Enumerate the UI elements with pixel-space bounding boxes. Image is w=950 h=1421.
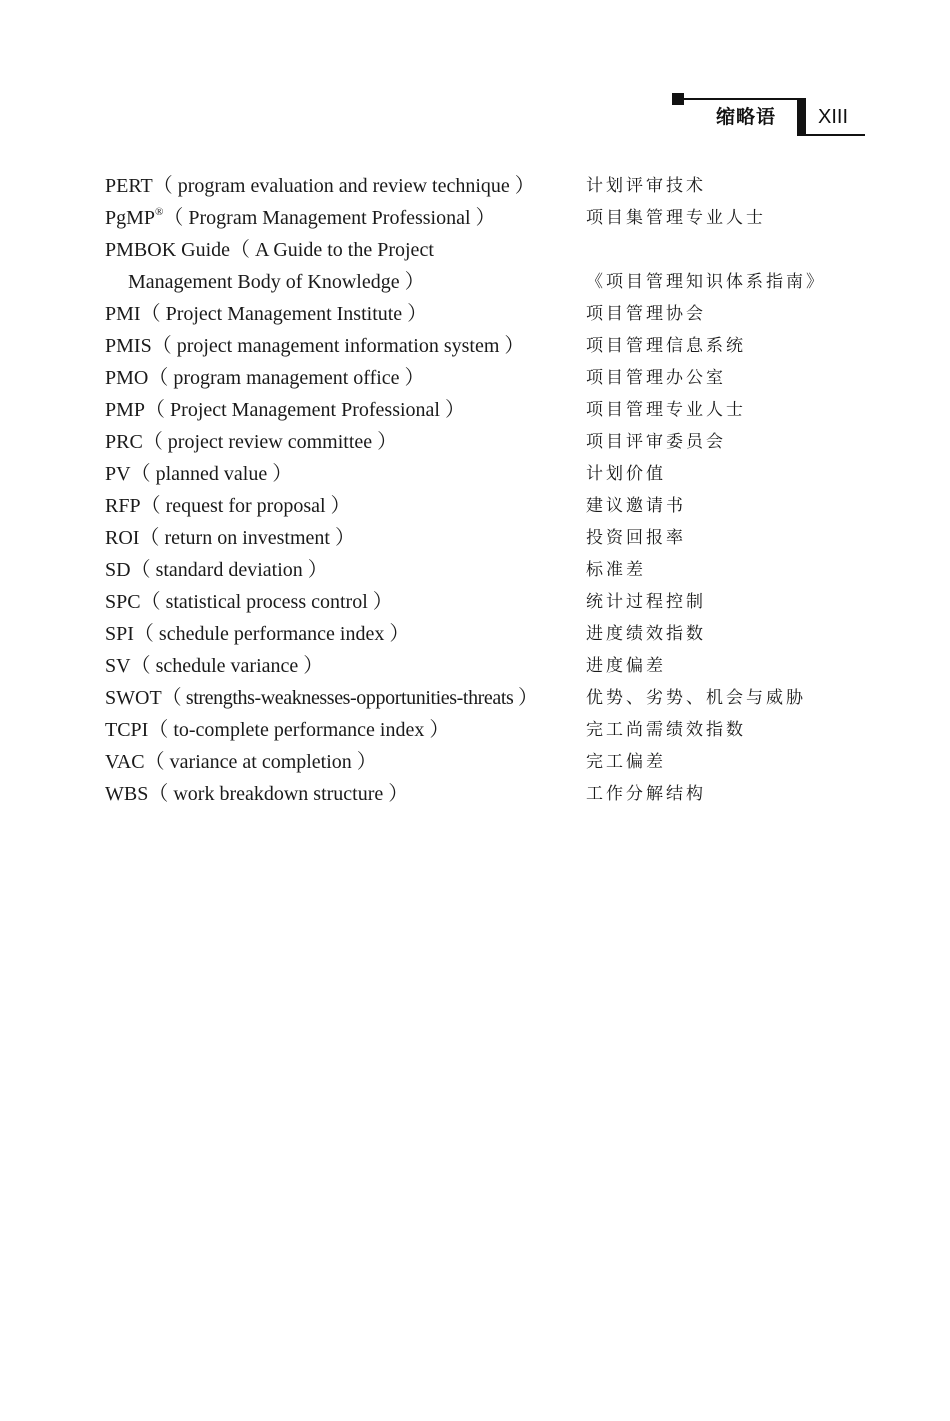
english-term (105, 778, 580, 810)
section-title: 缩略语 (716, 106, 777, 128)
chinese-term: 《项目管理知识体系指南》 (586, 272, 826, 292)
abbreviation-entry (0, 426, 950, 458)
abbreviation-entry (0, 362, 950, 394)
english-term (105, 202, 580, 234)
expansion: （ schedule performance index ） (133, 623, 410, 645)
abbreviation-entry (0, 554, 950, 586)
expansion: （ standard deviation ） (130, 559, 328, 581)
expansion: （ to-complete performance index ） (148, 719, 450, 741)
english-term (105, 170, 580, 202)
abbreviation-entry (0, 618, 950, 650)
expansion: （ return on investment ） (139, 527, 355, 549)
english-term (105, 746, 580, 778)
chinese-term: 项目集管理专业人士 (586, 208, 766, 228)
expansion: （ Project Management Professional ） (145, 399, 465, 421)
english-term (105, 458, 580, 490)
page-number: XIII (818, 106, 849, 128)
abbreviation: PERT (105, 175, 153, 197)
english-term (105, 426, 580, 458)
abbreviation: PRC (105, 431, 143, 453)
expansion: （ Project Management Institute ） (140, 303, 428, 325)
abbreviation: PMP (105, 399, 146, 421)
abbreviation-entry (0, 522, 950, 554)
english-term (105, 490, 580, 522)
chinese-term: 标准差 (586, 560, 646, 580)
chinese-term: 进度绩效指数 (586, 624, 706, 644)
abbreviation: PMIS (105, 335, 152, 357)
english-term (105, 522, 580, 554)
chinese-term: 项目管理专业人士 (586, 400, 746, 420)
english-term (105, 394, 580, 426)
abbreviation-entry (0, 330, 950, 362)
expansion: （ project management information system ） (151, 335, 525, 357)
english-term (105, 618, 580, 650)
english-term (105, 362, 580, 394)
abbreviation: RFP (105, 495, 141, 517)
abbreviation: TCPI (105, 719, 149, 741)
expansion: （ statistical process control ） (140, 591, 393, 613)
english-term (105, 650, 580, 682)
english-term (105, 586, 580, 618)
abbreviation-entry (0, 394, 950, 426)
expansion: （ schedule variance ） (130, 655, 324, 677)
chinese-term: 建议邀请书 (586, 496, 686, 516)
abbreviation: PMBOK Guide (105, 239, 231, 261)
abbreviation-entry (0, 778, 950, 810)
expansion: （ project review committee ） (142, 431, 398, 453)
english-term (105, 714, 580, 746)
abbreviation-entry (0, 714, 950, 746)
chinese-term: 进度偏差 (586, 656, 666, 676)
abbreviation: PMI (105, 303, 141, 325)
chinese-term: 工作分解结构 (586, 784, 706, 804)
header-rule-top (684, 98, 802, 100)
english-term (105, 330, 580, 362)
abbreviation-entry (0, 170, 950, 202)
chinese-term: 完工尚需绩效指数 (586, 720, 746, 740)
abbreviation: SPC (105, 591, 141, 613)
abbreviation-entry (0, 234, 950, 298)
chinese-term: 项目管理协会 (586, 304, 706, 324)
chinese-term: 统计过程控制 (586, 592, 706, 612)
expansion: （ A Guide to the Project (230, 239, 434, 261)
chinese-term: 投资回报率 (586, 528, 686, 548)
abbreviation-entry (0, 298, 950, 330)
abbreviation-entry (0, 650, 950, 682)
abbreviation-entry (0, 746, 950, 778)
abbreviation: SD (105, 559, 131, 581)
abbreviation: SPI (105, 623, 134, 645)
abbreviation-entry (0, 458, 950, 490)
chinese-term: 计划评审技术 (586, 176, 706, 196)
abbreviation: VAC (105, 751, 145, 773)
expansion: （ program management office ） (148, 367, 425, 389)
abbreviation: WBS (105, 783, 149, 805)
abbreviation-entry (0, 682, 950, 714)
abbreviation: PMO (105, 367, 149, 389)
header-rule-bottom (806, 134, 865, 136)
header-ornament-square (672, 93, 684, 105)
chinese-term: 项目管理信息系统 (586, 336, 746, 356)
english-term (105, 682, 580, 714)
expansion: （ request for proposal ） (140, 495, 351, 517)
abbreviation-entry (0, 490, 950, 522)
chinese-term: 项目管理办公室 (586, 368, 726, 388)
expansion: （ Program Management Professional ） (163, 207, 496, 229)
expansion: （ program evaluation and review technique ） (152, 175, 535, 197)
english-term (105, 234, 580, 298)
chinese-term: 计划价值 (586, 464, 666, 484)
expansion: （ variance at completion ） (144, 751, 377, 773)
english-term (105, 554, 580, 586)
abbreviation-entry (0, 586, 950, 618)
chinese-term: 项目评审委员会 (586, 432, 726, 452)
abbreviation: SWOT (105, 687, 162, 709)
registered-mark: ® (155, 206, 164, 218)
abbreviation: SV (105, 655, 131, 677)
chinese-term: 优势、劣势、机会与威胁 (586, 688, 806, 708)
expansion: （ planned value ） (130, 463, 293, 485)
abbreviation: PV (105, 463, 131, 485)
abbreviation: PgMP (105, 207, 156, 229)
english-term (105, 298, 580, 330)
abbreviation-list (0, 170, 950, 810)
expansion-continued: Management Body of Knowledge ） (128, 271, 425, 293)
chinese-term: 完工偏差 (586, 752, 666, 772)
expansion: （ work breakdown structure ） (148, 783, 409, 805)
header-divider-bar (797, 98, 806, 136)
abbreviation-entry (0, 202, 950, 234)
expansion: （ strengths-weaknesses-opportunities-threats ） (161, 687, 538, 709)
abbreviation: ROI (105, 527, 140, 549)
